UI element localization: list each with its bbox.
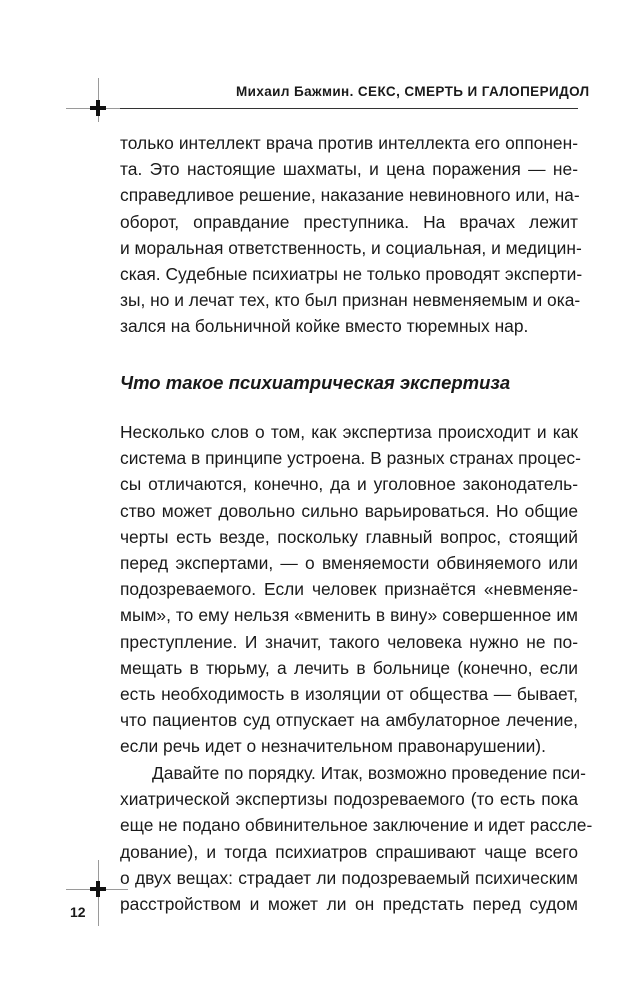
text-line: зался на больничной койке вместо тюремных нар. xyxy=(120,316,529,337)
text-line: расстройством и может ли он предстать перед судом xyxy=(120,893,578,914)
running-header: Михаил Бажмин. СЕКС, СМЕРТЬ И ГАЛОПЕРИДОЛ xyxy=(236,84,590,99)
text-line: и моральная ответственность, и социальная, и медицин- xyxy=(120,237,582,258)
paragraph xyxy=(120,760,593,917)
text-line: перед экспертами, — о вменяемости обвиняемого или xyxy=(120,552,578,573)
text-line: оборот, оправдание преступника. На врачах лежит xyxy=(120,211,578,232)
text-line: о двух вещах: страдает ли подозреваемый психическим xyxy=(120,867,578,888)
text-line: мещать в тюрьму, а лечить в больнице (конечно, если xyxy=(120,657,578,678)
text-line: преступление. И значит, такого человека нужно не по- xyxy=(120,631,578,652)
text-line: дование), и тогда психиатров спрашивают чаще всего xyxy=(120,841,578,862)
text-line: сы отличаются, конечно, да и уголовное законодатель- xyxy=(120,474,578,495)
text-line: если речь идет о незначительном правонарушении). xyxy=(120,736,546,757)
section-heading: Что такое психиатрическая экспертиза xyxy=(120,372,511,393)
text-line: подозреваемого. Если человек признаётся «невменяе- xyxy=(120,579,578,600)
text-line: хиатрической экспертизы подозреваемого (то есть пока xyxy=(120,789,578,810)
registration-cross-icon xyxy=(90,881,106,897)
registration-cross-icon xyxy=(90,100,106,116)
text-line: справедливое решение, наказание невиновного или, на- xyxy=(120,185,580,206)
text-line: Несколько слов о том, как экспертиза происходит и как xyxy=(120,422,578,442)
text-line: что пациентов суд отпускает на амбулаторное лечение, xyxy=(120,710,578,731)
header-rule xyxy=(120,108,578,109)
text-line: мым», то ему нельзя «вменить в вину» совершенное им xyxy=(120,605,578,626)
text-line: Давайте по порядку. Итак, возможно проведение пси- xyxy=(152,763,586,783)
paragraph xyxy=(120,419,581,759)
text-line: система в принципе устроена. В разных странах процес- xyxy=(120,448,581,469)
text-line: есть необходимость в изоляции от общества — бывает, xyxy=(120,683,578,704)
text-line: еще не подано обвинительное заключение и идет рассле- xyxy=(120,815,593,836)
text-line: ская. Судебные психиатры не только проводят эксперти- xyxy=(120,263,583,284)
text-line: ство может довольно сильно варьироваться. Но общие xyxy=(120,500,578,521)
page-number: 12 xyxy=(70,904,86,920)
text-line: зы, но и лечат тех, кто был признан невменяемым и ока- xyxy=(120,290,581,311)
text-line: та. Это настоящие шахматы, и цена поражения — не- xyxy=(120,159,578,180)
text-line: только интеллект врача против интеллекта его оппонен- xyxy=(120,133,578,153)
paragraph-continuation xyxy=(120,130,583,340)
text-line: черты есть везде, поскольку главный вопрос, стоящий xyxy=(120,526,578,547)
